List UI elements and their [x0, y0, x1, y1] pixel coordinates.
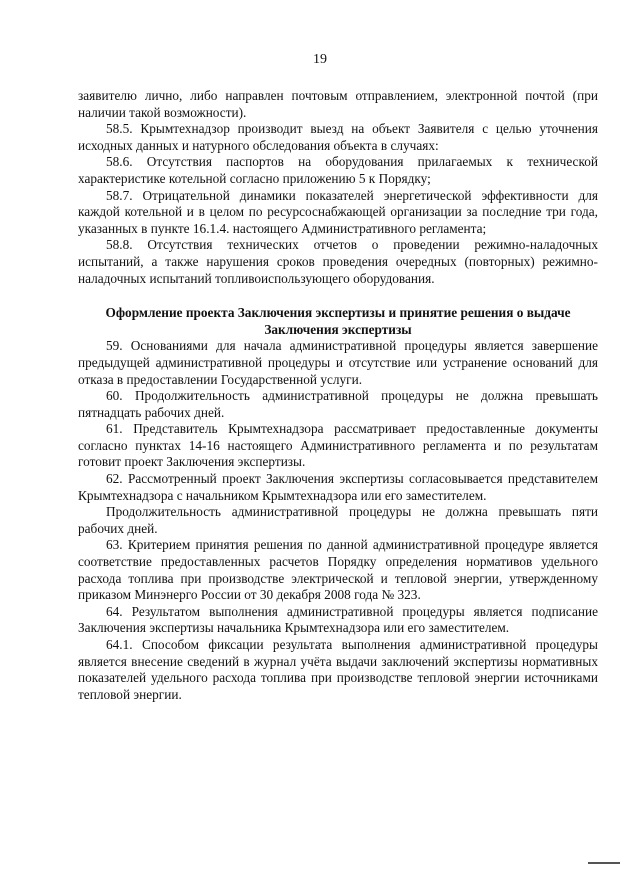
document-body: [78, 88, 598, 703]
paragraph-61: 61. Представитель Крымтехнадзора рассматривает предоставленные документы согласно пунктах 14-16 настоящего Административного регламента и по результатам готовит проект Заключения экспертизы.: [78, 421, 598, 470]
paragraph-58-5: 58.5. Крымтехнадзор производит выезд на объект Заявителя с целью уточнения исходных данных и натурного обследования объекта в случаях:: [78, 121, 598, 153]
paragraph-59: 59. Основаниями для начала административной процедуры является завершение предыдущей административной процедуры и отсутствие или устранение оснований для отказа в предоставлении Государственной услуги.: [78, 338, 598, 387]
paragraph-60: 60. Продолжительность административной процедуры не должна превышать пятнадцать рабочих дней.: [78, 388, 598, 420]
paragraph-62: 62. Рассмотренный проект Заключения экспертизы согласовывается представителем Крымтехнадзора с начальником Крымтехнадзора или его заместителем.: [78, 471, 598, 503]
paragraph-63: 63. Критерием принятия решения по данной административной процедуре является соответствие предоставленных расчетов Порядку определения нормативов удельного расхода топлива при производстве электрической и тепловой энергии, утвержденному приказом Минэнерго России от 30 декабря 2008 года № 323.: [78, 537, 598, 603]
page-number: 19: [313, 52, 327, 67]
paragraph-64-1: 64.1. Способом фиксации результата выполнения административной процедуры является внесение сведений в журнал учёта выдачи заключений экспертизы нормативных показателей удельного расхода топлива при производстве тепловой энергии источниками тепловой энергии.: [78, 637, 598, 702]
paragraph-58-8: 58.8. Отсутствия технических отчетов о проведении режимно-наладочных испытаний, а также нарушения сроков проведения очередных (повторных) режимно-наладочных испытаний топливоиспользующего оборудования.: [78, 237, 598, 286]
paragraph-continuation: заявителю лично, либо направлен почтовым отправлением, электронной почтой (при наличии такой возможности).: [78, 88, 598, 120]
paragraph-58-6: 58.6. Отсутствия паспортов на оборудования прилагаемых к технической характеристике котельной согласно приложению 5 к Порядку;: [78, 154, 598, 186]
scan-mark: [588, 862, 620, 864]
section-heading: Оформление проекта Заключения экспертизы и принятие решения о выдаче Заключения экспертизы: [105, 305, 571, 337]
paragraph-58-7: 58.7. Отрицательной динамики показателей энергетической эффективности для каждой котельной и в целом по ресурсоснабжающей организации за последние три года, указанных в пункте 16.1.4. настоящего Административного регламента;: [78, 187, 598, 236]
paragraph-62-duration: Продолжительность административной процедуры не должна превышать пяти рабочих дней.: [78, 504, 598, 536]
paragraph-64: 64. Результатом выполнения административной процедуры является подписание Заключения экспертизы начальника Крымтехнадзора или его заместителем.: [78, 603, 598, 636]
